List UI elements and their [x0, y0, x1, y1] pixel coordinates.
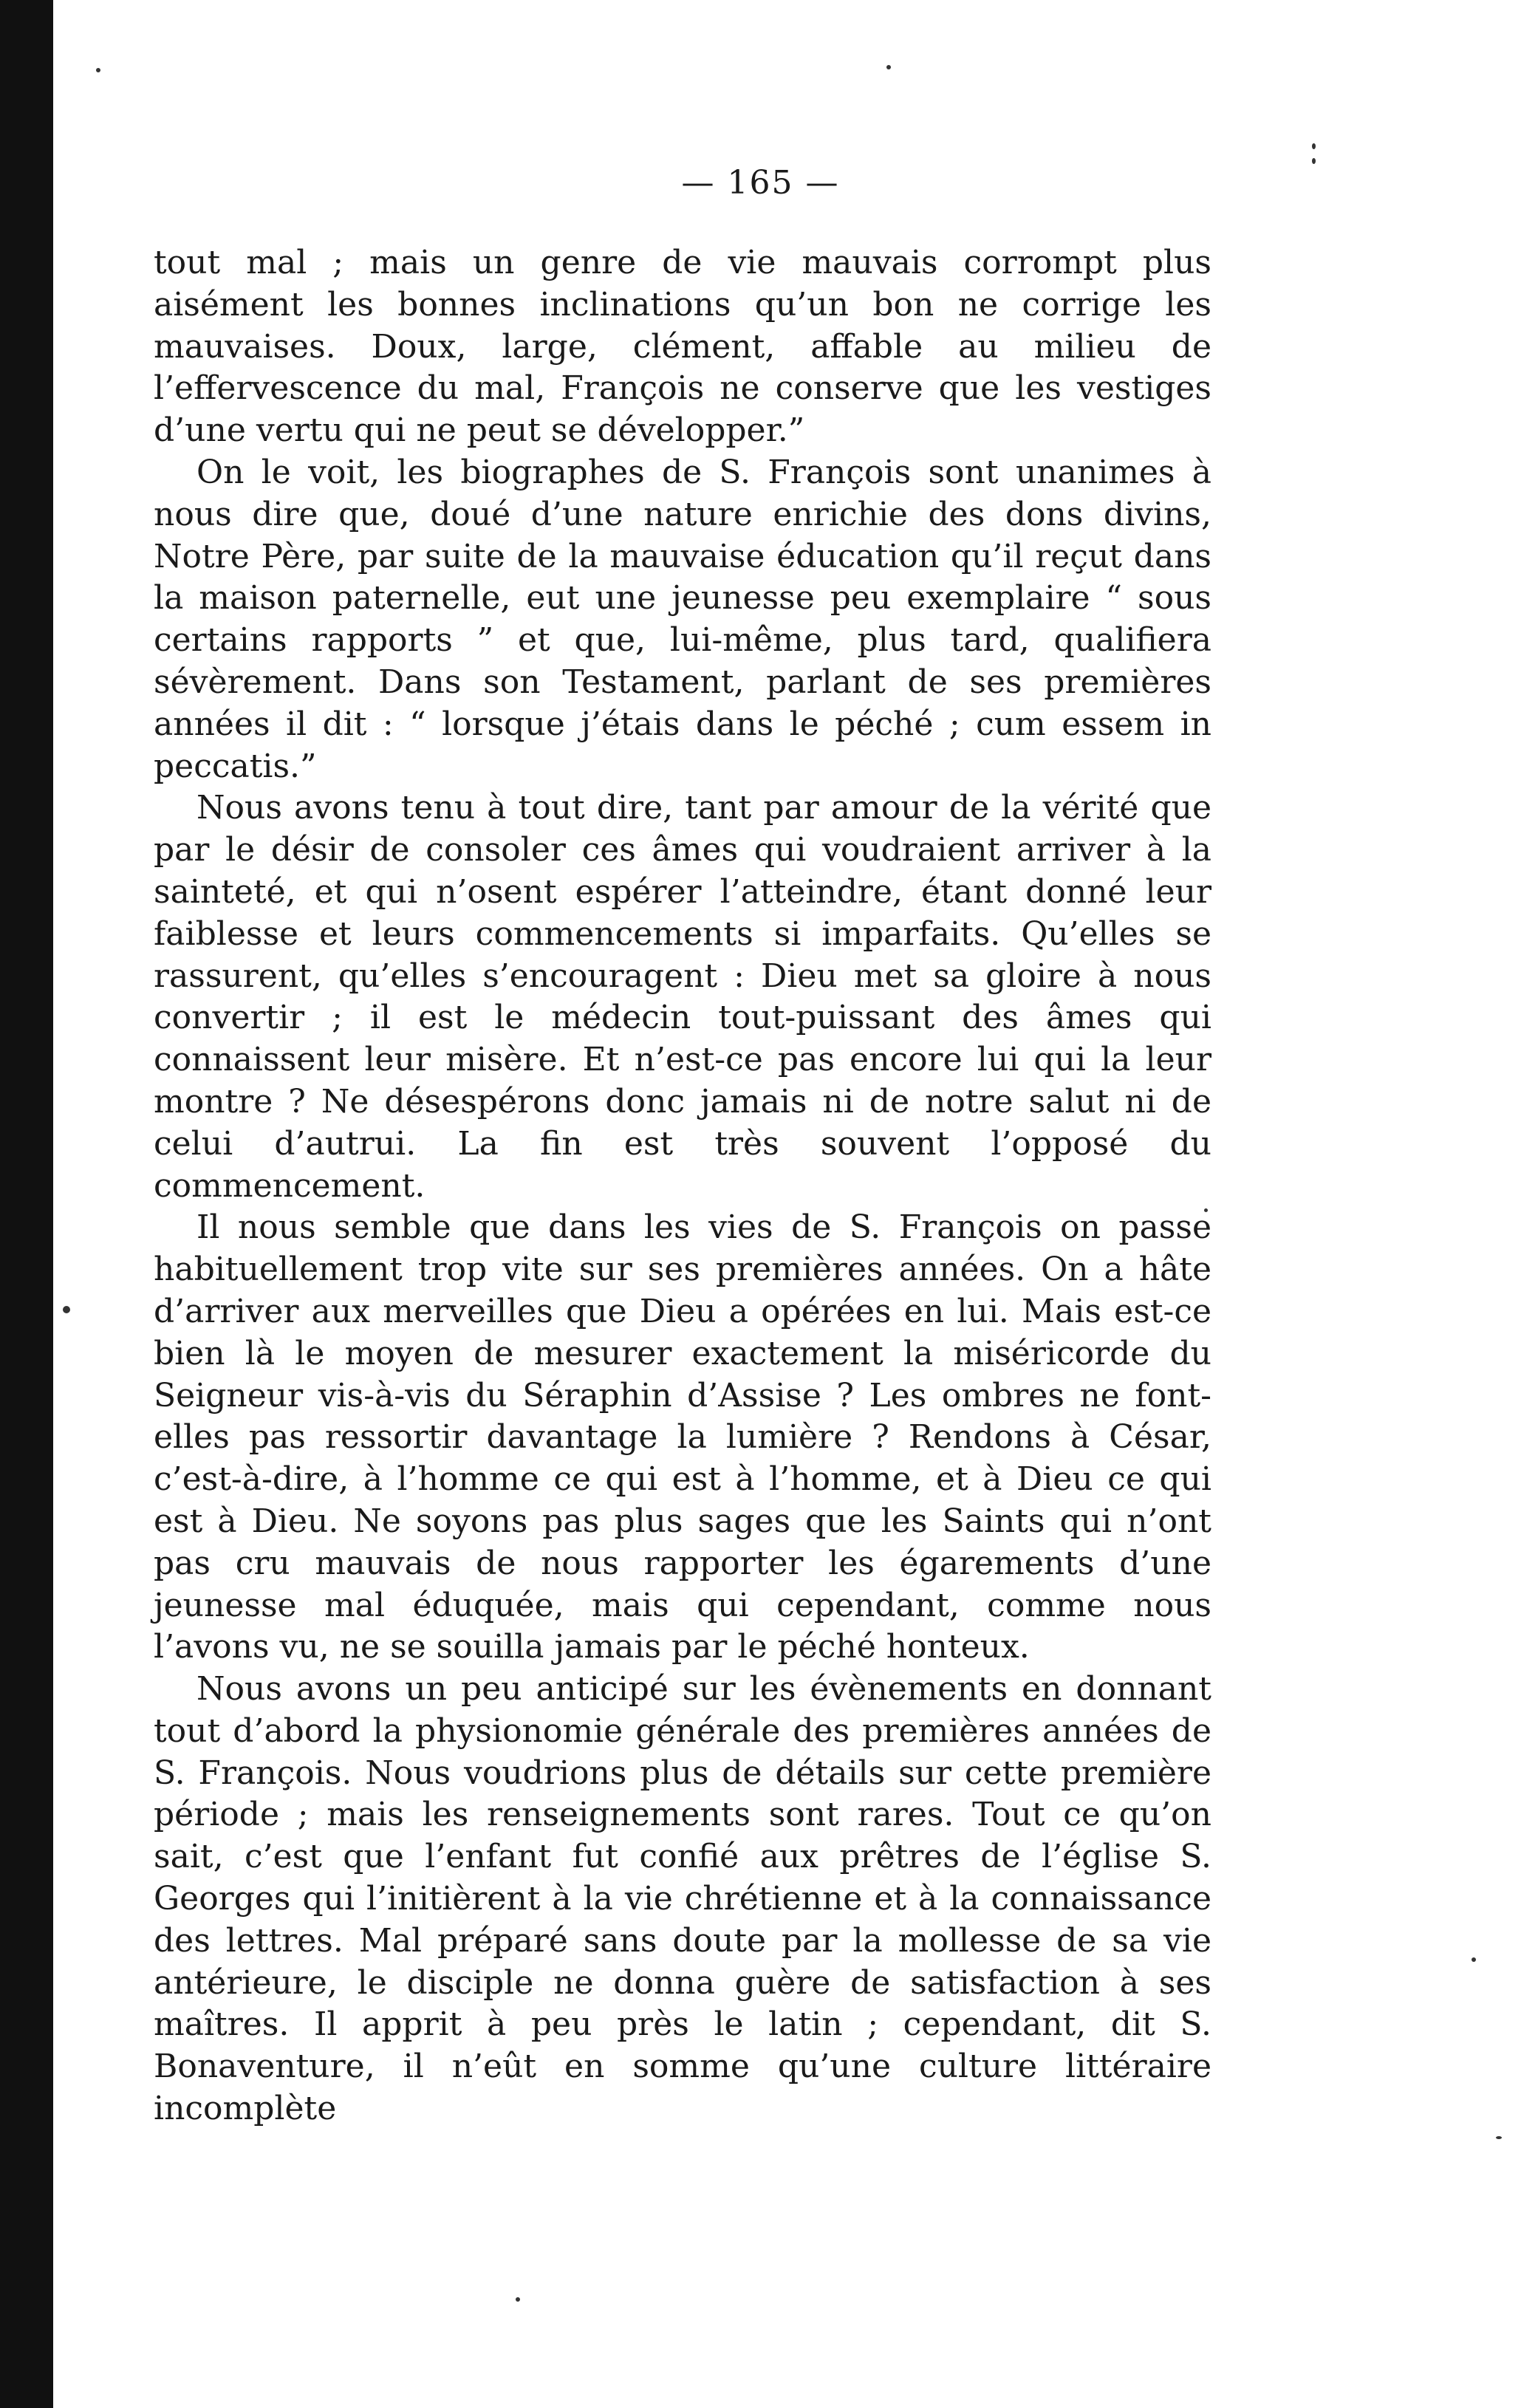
scan-speck	[96, 68, 100, 72]
paragraph: Nous avons un peu anticipé sur les évènements en donnant tout d’abord la physionomie générale des premières années de S. François. Nous voudrions plus de détails sur cette première période ; mais les renseignements sont rares. Tout ce qu’on sait, c’est que l’enfant fut confié aux prêtres de l’église S. Georges qui l’initièrent à la vie chrétienne et à la connaissance des lettres. Mal préparé sans doute par la mollesse de sa vie antérieure, le disciple ne donna guère de satisfaction à ses maîtres. Il apprit à peu près le latin ; cependant, dit S. Bonaventure, il n’eût en somme qu’une culture littéraire incomplète	[154, 1670, 1211, 2128]
scan-speck	[63, 1306, 70, 1313]
scan-speck	[516, 2297, 520, 2302]
body-text	[154, 242, 1211, 2130]
paragraph: On le voit, les biographes de S. François sont unanimes à nous dire que, doué d’une nature enrichie des dons divins, Notre Père, par suite de la mauvaise éducation qu’il reçut dans la maison paternelle, eut une jeunesse peu exemplaire “ sous certains rapports ” et que, lui-même, plus tard, qualifiera sévèrement. Dans son Testament, parlant de ses premières années il dit : “ lorsque j’étais dans le péché ; cum essem in peccatis.”	[154, 453, 1211, 785]
paragraph: Nous avons tenu à tout dire, tant par amour de la vérité que par le désir de consoler ces âmes qui voudraient arriver à la sainteté, et qui n’osent espérer l’atteindre, étant donné leur faiblesse et leurs commencements si imparfaits. Qu’elles se rassurent, qu’elles s’encouragent : Dieu met sa gloire à nous convertir ; il est le médecin tout-puissant des âmes qui connaissent leur misère. Et n’est-ce pas encore lui qui la leur montre ? Ne désespérons donc jamais ni de notre salut ni de celui d’autrui. La fin est très souvent l’opposé du commencement.	[154, 789, 1211, 1205]
scan-speck	[1496, 2136, 1502, 2139]
paragraph: Il nous semble que dans les vies de S. François on passe habituellement trop vite sur ses premières années. On a hâte d’arriver aux merveilles que Dieu a opérées en lui. Mais est-ce bien là le moyen de mesurer exactement la miséricorde du Seigneur vis-à-vis du Séraphin d’Assise ? Les ombres ne font-elles pas ressortir davantage la lumière ? Rendons à César, c’est-à-dire, à l’homme ce qui est à l’homme, et à Dieu ce qui est à Dieu. Ne soyons pas plus sages que les Saints qui n’ont pas cru mauvais de nous rapporter les égarements d’une jeunesse mal éduquée, mais qui cependant, comme nous l’avons vu, ne se souilla jamais par le péché honteux.	[154, 1208, 1211, 1666]
scan-speck	[1472, 1957, 1476, 1962]
scan-speck	[1312, 158, 1316, 164]
scan-speck	[1312, 143, 1316, 149]
paragraph: tout mal ; mais un genre de vie mauvais corrompt plus aisément les bonnes inclinations qu’un bon ne corrige les mauvaises. Doux, large, clément, affable au milieu de l’effervescence du mal, François ne conserve que les vestiges d’une vertu qui ne peut se développer.”	[154, 244, 1211, 450]
page-binding-edge	[0, 0, 53, 2408]
scan-speck	[886, 65, 891, 69]
page-number-header: — 165 —	[681, 164, 840, 202]
